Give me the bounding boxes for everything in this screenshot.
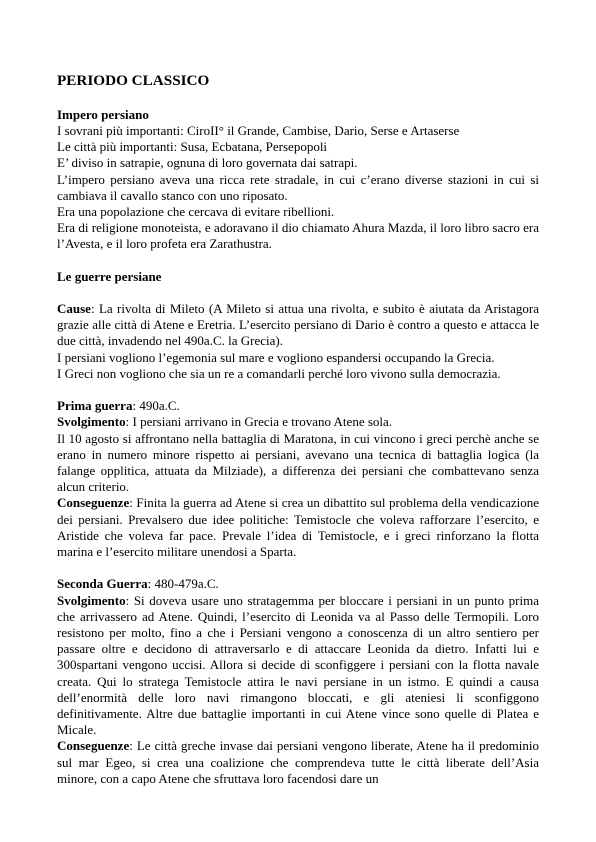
spacer bbox=[57, 560, 539, 576]
text-conseguenze: : Finita la guerra ad Atene si crea un dibattito sul problema della vendicazione dei persiani. Prevalsero due idee politiche: Temistocle che voleva rafforzare l’esercito, e Aristide che voleva far pace. Prevale l’idea di Temistocle, e i greci rinforzano la flotta marina e l’esercito militare unendosi a Sparta. bbox=[57, 495, 539, 560]
section-seconda-guerra bbox=[57, 576, 539, 787]
text-conseguenze: : Le città greche invase dai persiani vengono liberate, Atene ha il predominio sul mar Egeo, si crea una coalizione che comprendeva tutte le città liberate dell’Asia minore, con a capo Atene che sfruttava loro facendosi dare un bbox=[57, 738, 539, 786]
spacer bbox=[57, 253, 539, 269]
document-title: PERIODO CLASSICO bbox=[57, 72, 210, 89]
paragraph: I Greci non vogliono che sia un re a comandarli perché loro vivono sulla democrazia. bbox=[57, 365, 501, 381]
text-svolgimento: : Si doveva usare uno stratagemma per bloccare i persiani in un punto prima che arrivassero ad Atene. Quindi, l’esercito di Leonida va al Passo delle Termopili. Loro resistono per molto, fino a che i Persiani vengono a conoscenza di un altro sentiero per passare oltre e decidono di attraversarlo e di attaccare Leonida da dietro. Infatti lui e 300spartani vengono uccisi. Allora si decide di sconfiggere i persiani con la flotta navale creata. Qui lo stratega Temistocle attira le navi persiane in un istmo. E quindi a causa dell’enormità delle loro navi rimangono bloccati, e gli ateniesi li sconfiggono definitivamente. Altre due battaglie importanti in cui Atene vince sono quelle di Platea e Micale. bbox=[57, 592, 539, 738]
section-heading-impero: Impero persiano bbox=[57, 107, 149, 122]
paragraph: Il 10 agosto si affrontano nella battaglia di Maratona, in cui vincono i greci perchè anche se erano in numero minore rispetto ai persiani, avevano una tecnica di battaglia logica (la falange opplitica, attuata da Milziade), a differenza dei persiani che combattevano senza alcun criterio. bbox=[57, 430, 539, 495]
spacer bbox=[57, 285, 539, 301]
label-svolgimento: Svolgimento bbox=[57, 592, 126, 608]
label-svolgimento: Svolgimento bbox=[57, 414, 126, 430]
label-seconda-guerra: Seconda Guerra bbox=[57, 576, 148, 592]
label-conseguenze: Conseguenze bbox=[57, 495, 130, 511]
paragraph: Era di religione monoteista, e adoravano il dio chiamato Ahura Mazda, il loro libro sacro era l’Avesta, e il loro profeta era Zarathustra. bbox=[57, 220, 539, 252]
paragraph: L’impero persiano aveva una ricca rete stradale, in cui c’erano diverse stazioni in cui si cambiava il cavallo stanco con uno riposato. bbox=[57, 171, 539, 203]
section-prima-guerra bbox=[57, 398, 539, 560]
heading-seconda-guerra bbox=[57, 576, 539, 592]
paragraph: E’ diviso in satrapie, ognuna di loro governata dai satrapi. bbox=[57, 155, 358, 171]
paragraph-svolgimento bbox=[57, 593, 539, 739]
paragraph-conseguenze bbox=[57, 495, 539, 560]
paragraph: Era una popolazione che cercava di evitare ribellioni. bbox=[57, 204, 335, 220]
section-heading-guerre: Le guerre persiane bbox=[57, 268, 162, 284]
section-impero-persiano bbox=[57, 107, 539, 253]
heading-prima-guerra bbox=[57, 398, 539, 414]
paragraph: Le città più importanti: Susa, Ecbatana, Persepopoli bbox=[57, 139, 328, 155]
text-svolgimento: : I persiani arrivano in Grecia e trovano Atene sola. bbox=[125, 414, 393, 430]
paragraph: I sovrani più importanti: CiroII° il Grande, Cambise, Dario, Serse e Artaserse bbox=[57, 123, 460, 138]
paragraph-conseguenze bbox=[57, 738, 539, 787]
label-conseguenze: Conseguenze bbox=[57, 738, 130, 754]
date-prima-guerra: : 490a.C. bbox=[132, 398, 180, 414]
date-seconda-guerra: : 480-479a.C. bbox=[147, 576, 219, 592]
label-prima-guerra: Prima guerra bbox=[57, 398, 133, 414]
paragraph: I persiani vogliono l’egemonia sul mare e vogliono espandersi occupando la Grecia. bbox=[57, 349, 495, 365]
label-cause: Cause bbox=[57, 301, 91, 316]
paragraph-cause bbox=[57, 301, 539, 350]
section-guerre-persiane bbox=[57, 269, 539, 382]
spacer bbox=[57, 382, 539, 398]
text-cause: : La rivolta di Mileto (A Mileto si attua una rivolta, e subito è aiutata da Aristagora grazie alle città di Atene e Eretria. L’esercito persiano di Dario è contro a questo e attacca le due città, invadendo nel 490a.C. la Grecia). bbox=[57, 301, 539, 349]
paragraph-svolgimento bbox=[57, 414, 539, 430]
